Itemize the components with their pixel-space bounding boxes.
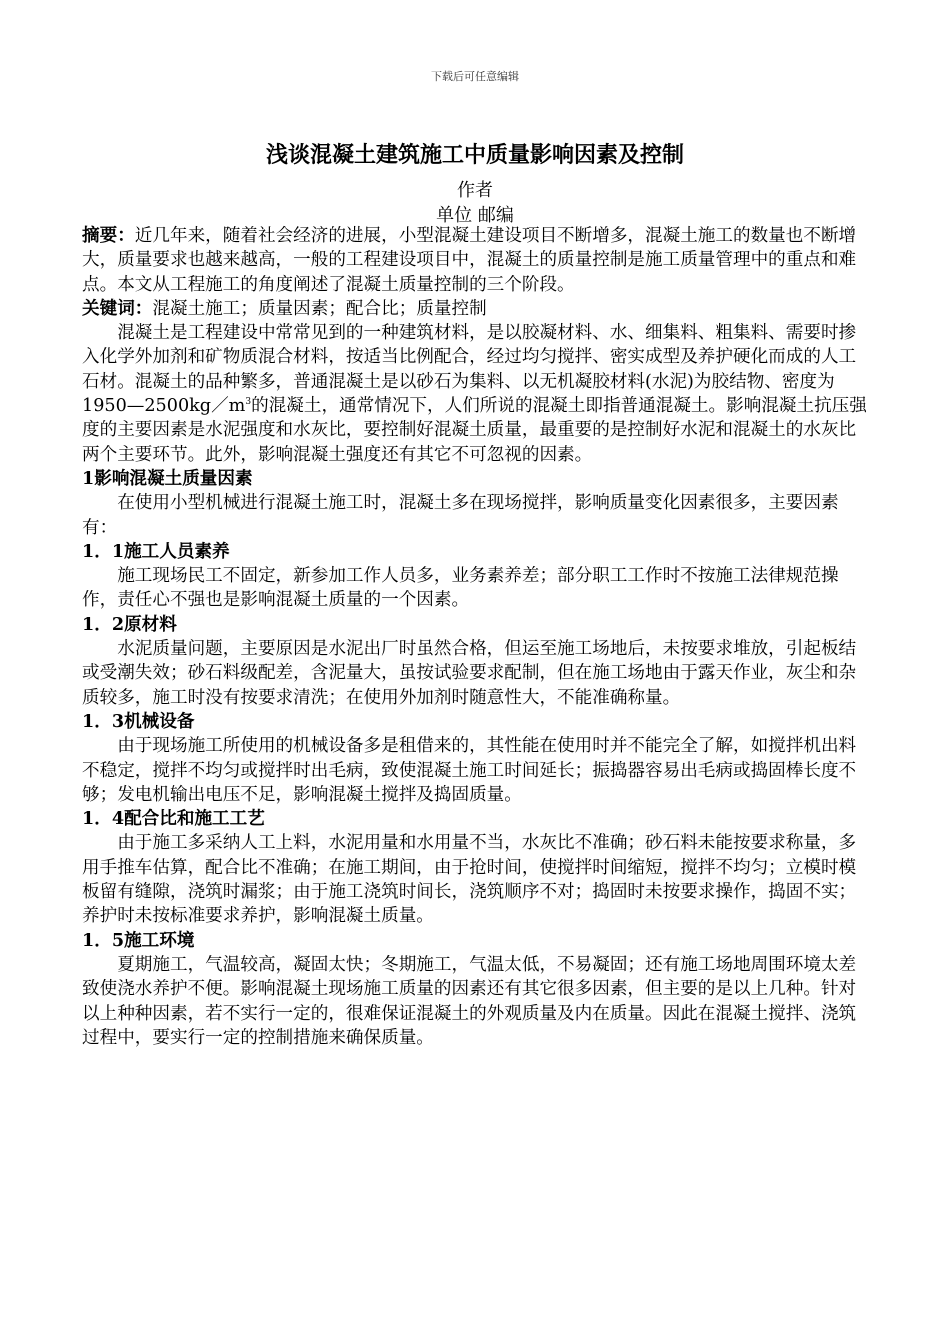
superscript-3: 3 (245, 397, 252, 408)
section-heading: 1影响混凝土质量因素 (82, 467, 253, 489)
section-paragraph: 在使用小型机械进行混凝土施工时，混凝土多在现场搅拌，影响质量变化因素很多，主要因素有： (82, 493, 839, 538)
subsection-heading: 1．4配合比和施工工艺 (82, 808, 265, 830)
unit-line: 单位 邮编 (436, 205, 514, 226)
author-line: 作者 (457, 180, 493, 201)
subsection-paragraph: 由于施工多采纳人工上料，水泥用量和水用量不当，水灰比不准确；砂石料未能按要求称量，多用手推车估算，配合比不准确；在施工期间，由于抢时间，使搅拌时间缩短，搅拌不均匀；立模时模板留有缝隙，浇筑时漏浆；由于施工浇筑时间长，浇筑顺序不对；捣固时未按要求操作，捣固不实；养护时未按标准要求养护，影响混凝土质量。 (82, 833, 857, 927)
subsection-paragraph: 由于现场施工所使用的机械设备多是租借来的，其性能在使用时并不能完全了解，如搅拌机出料不稳定，搅拌不均匀或搅拌时出毛病，致使混凝土施工时间延长；振捣器容易出毛病或捣固棒长度不够；发电机输出电压不足，影响混凝土搅拌及捣固质量。 (82, 736, 857, 805)
document-body (82, 224, 868, 1050)
subsection-paragraph: 水泥质量问题，主要原因是水泥出厂时虽然合格，但运至施工场地后，未按要求堆放，引起板结或受潮失效；砂石料级配差，含泥量大，虽按试验要求配制，但在施工场地由于露天作业，灰尘和杂质较多，施工时没有按要求清洗；在使用外加剂时随意性大，不能准确称量。 (82, 639, 857, 708)
subsection-paragraph: 夏期施工，气温较高，凝固太快；冬期施工，气温太低，不易凝固；还有施工场地周围环境太差致使浇水养护不便。影响混凝土现场施工质量的因素还有其它很多因素，但主要的是以上几种。针对以上种种因素，若不实行一定的，很难保证混凝土的外观质量及内在质量。因此在混凝土搅拌、浇筑过程中，要实行一定的控制措施来确保质量。 (82, 954, 857, 1048)
abstract-text: 近几年来，随着社会经济的进展，小型混凝土建设项目不断增多，混凝土施工的数量也不断增大，质量要求也越来越高，一般的工程建设项目中，混凝土的质量控制是施工质量管理中的重点和难点。本文从工程施工的角度阐述了混凝土质量控制的三个阶段。 (82, 226, 857, 295)
subsection-heading: 1．1施工人员素养 (82, 540, 230, 562)
subsection-heading: 1．2原材料 (82, 613, 177, 635)
subsection-heading: 1．3机械设备 (82, 710, 195, 732)
abstract-label: 摘要： (82, 225, 135, 246)
intro-paragraph (82, 321, 868, 467)
keywords-text: 混凝土施工；质量因素；配合比；质量控制 (152, 298, 487, 319)
intro-text-part1: 混凝土是工程建设中常常见到的一种建筑材料，是以胶凝材料、水、细集料、粗集料、需要时掺入化学外加剂和矿物质混合材料，按适当比例配合，经过均匀搅拌、密实成型及养护硬化而成的人工石材。混凝土的品种繁多，普通混凝土是以砂石为集料、以无机凝胶材料(水泥)为胶结物、密度为1950—2500kg／m (82, 323, 857, 417)
document-title: 浅谈混凝土建筑施工中质量影响因素及控制 (265, 142, 684, 168)
keywords-label: 关键词： (82, 297, 153, 319)
keywords-paragraph (82, 297, 868, 321)
subsection-heading: 1．5施工环境 (82, 929, 195, 951)
intro-text-part2: 的混凝土，通常情况下，人们所说的混凝土即指普通混凝土。影响混凝土抗压强度的主要因素是水泥强度和水灰比，要控制好混凝土质量，最重要的是控制好水泥和混凝土的水灰比两个主要环节。此外，影响混凝土强度还有其它不可忽视的因素。 (82, 396, 867, 465)
abstract-paragraph (82, 224, 868, 297)
subsection-paragraph: 施工现场民工不固定，新参加工作人员多，业务素养差；部分职工工作时不按施工法律规范操作，责任心不强也是影响混凝土质量的一个因素。 (82, 566, 839, 611)
header-note: 下载后可任意编辑 (431, 70, 519, 83)
